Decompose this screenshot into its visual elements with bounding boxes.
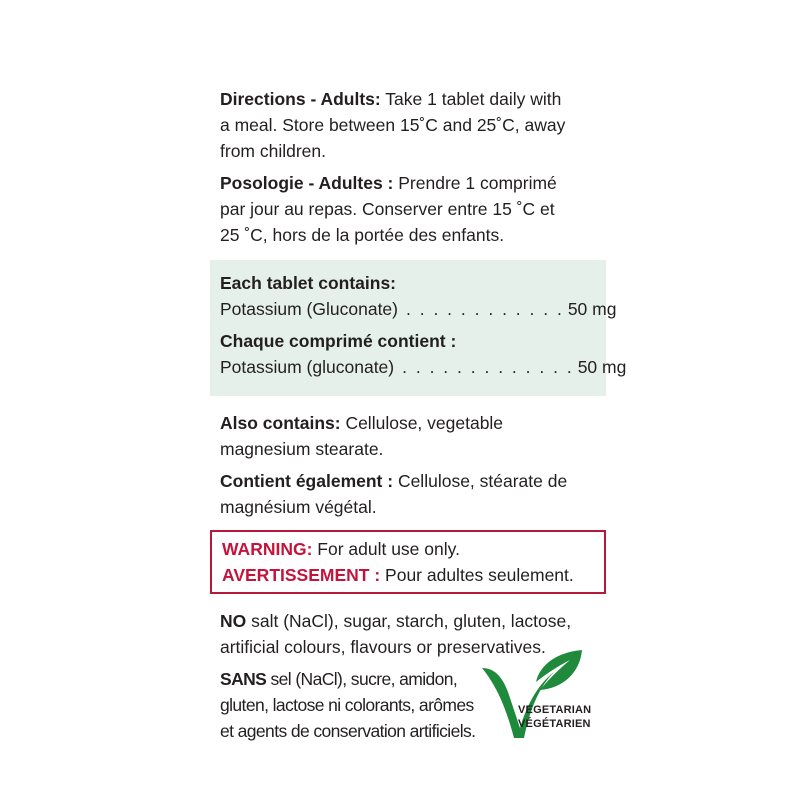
contents-dots-fr: . . . . . . . . . . . . . [402,357,574,377]
directions-fr [220,170,606,248]
contents-heading-en: Each tablet contains: [220,273,397,293]
directions-fr-text-3: 25 ˚C, hors de la portée des enfants. [220,225,505,245]
warning-fr [222,562,594,588]
free-of-en-heading: NO [220,611,247,631]
directions-fr-heading: Posologie - Adultes : [220,173,394,193]
also-contains-fr-text-2: magnésium végétal. [220,497,377,517]
contents-amount-fr: 50 mg [577,357,627,377]
also-contains-fr [220,468,606,520]
warning-fr-text: Pour adultes seulement. [380,565,574,585]
vegetarian-text-fr: VÉGÉTARIEN [518,718,591,730]
directions-fr-text-2: par jour au repas. Conserver entre 15 ˚C et [220,199,555,219]
also-contains-en [220,410,606,462]
directions-en-text-1: Take 1 tablet daily with [380,89,562,109]
free-of-fr-text-1: sel (NaCl), sucre, amidon, [266,669,458,689]
free-of-section [210,608,606,744]
free-of-en-text-1: salt (NaCl), sugar, starch, gluten, lactose, [246,611,572,631]
directions-en-text-2: a meal. Store between 15˚C and 25˚C, away [220,115,566,135]
contents-dots-en: . . . . . . . . . . . . [406,299,564,319]
warning-fr-label: AVERTISSEMENT : [222,565,381,585]
also-contains-fr-text-1: Cellulose, stéarate de [393,471,568,491]
contents-item-en: Potassium (Gluconate) [220,299,398,319]
product-label [210,86,627,744]
contents-amount-en: 50 mg [567,299,617,319]
also-contains-fr-heading: Contient également : [220,471,394,491]
directions-fr-text-1: Prendre 1 comprimé [393,173,557,193]
warning-en-label: WARNING: [222,539,313,559]
free-of-fr [220,666,490,744]
directions-en [220,86,606,164]
free-of-fr-text-3: et agents de conservation artificiels. [220,721,476,741]
contents-row-en [220,296,617,322]
warning-box [210,530,606,594]
warning-en [222,536,594,562]
vegetarian-text-en: VEGETARIAN [518,704,592,716]
contents-heading-fr: Chaque comprimé contient : [220,331,457,351]
also-contains-en-text-1: Cellulose, vegetable [340,413,504,433]
contents-item-fr: Potassium (gluconate) [220,357,395,377]
free-of-fr-text-2: gluten, lactose ni colorants, arômes [220,695,474,715]
free-of-fr-heading: SANS [220,669,267,689]
also-contains-en-text-2: magnesium stearate. [220,439,384,459]
contents-box [210,260,627,396]
warning-en-text: For adult use only. [312,539,460,559]
vegetarian-v-leaf-icon [478,646,588,746]
free-of-en-text-2: artificial colours, flavours or preservatives. [220,637,546,657]
contents-row-fr [220,354,627,380]
directions-en-heading: Directions - Adults: [220,89,381,109]
also-contains-en-heading: Also contains: [220,413,341,433]
directions-en-text-3: from children. [220,141,327,161]
